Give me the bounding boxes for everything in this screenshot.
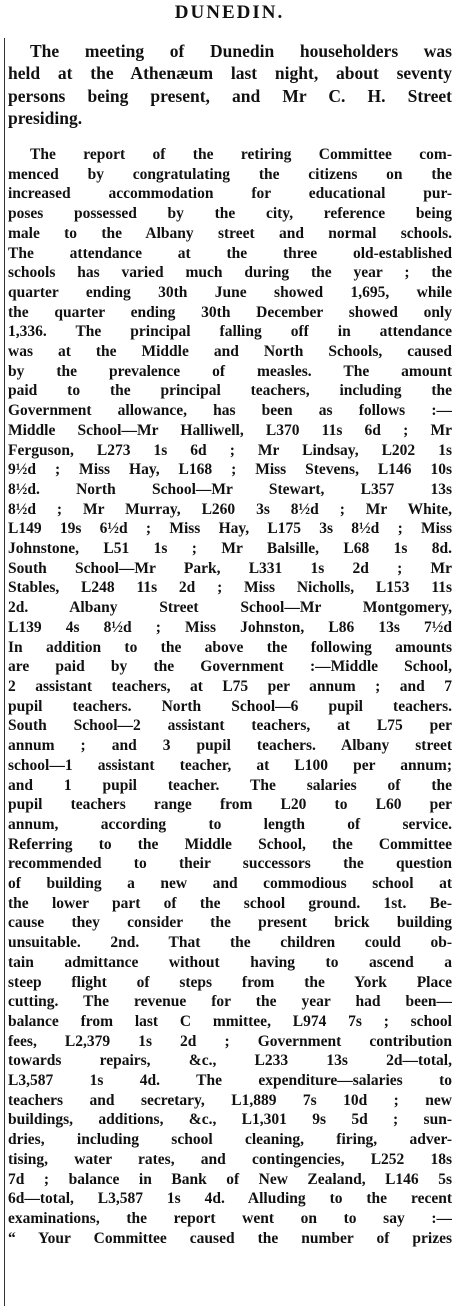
para2-line: 8½d. North School—Mr Stewart, L357 13s — [8, 480, 452, 498]
para2-line: 1,336. The principal falling off in attendance — [8, 323, 452, 341]
para2-line: was at the Middle and North Schools, caused — [8, 343, 452, 361]
para2-line: The report of the retiring Committee com- — [30, 146, 452, 163]
para2-line: fees, L2,379 1s 2d ; Government contribution — [8, 1032, 452, 1050]
para2-line: 6d—total, L3,587 1s 4d. Alluding to the recent — [8, 1190, 452, 1208]
para2-line: the quarter ending 30th December showed only — [8, 303, 452, 321]
para2-line: Stables, L248 11s 2d ; Miss Nicholls, L153 11s — [8, 579, 452, 597]
para2-line: balance from last C mmittee, L974 7s ; school — [8, 1012, 452, 1030]
para2-line: quarter ending 30th June showed 1,695, while — [8, 283, 452, 301]
para2-line: increased accommodation for educational pur- — [8, 185, 452, 203]
para2-line: buildings, additions, &c., L1,301 9s 5d ; sun- — [8, 1111, 452, 1129]
para2-line: poses possessed by the city, reference being — [8, 205, 452, 223]
para2-line: L149 19s 6½d ; Miss Hay, L175 3s 8½d ; Miss — [8, 520, 452, 538]
para1-line: presiding. — [8, 108, 83, 129]
para2-line: 9½d ; Miss Hay, L168 ; Miss Stevens, L146 10s — [8, 461, 452, 479]
para2-line: of building a new and commodious school at — [8, 875, 452, 893]
para2-line: the lower part of the school ground. 1st. Be- — [8, 894, 452, 912]
para2-line: South School—2 assistant teachers, at L75 per — [8, 717, 452, 735]
para2-line: L139 4s 8½d ; Miss Johnston, L86 13s 7½d — [8, 618, 452, 636]
para2-line: tising, water rates, and contingencies, L252 18s — [8, 1150, 452, 1168]
para2-line: The attendance at the three old-established — [8, 244, 452, 262]
para2-line: tain admittance without having to ascend a — [8, 953, 452, 971]
para2-line: menced by congratulating the citizens on the — [8, 165, 452, 183]
para2-line: are paid by the Government :—Middle School, — [8, 658, 452, 676]
para2-line: steep flight of steps from the York Place — [8, 973, 452, 991]
para2-line: by the prevalence of measles. The amount — [8, 362, 452, 380]
report-paragraph — [8, 145, 452, 1248]
para2-line: Middle School—Mr Halliwell, L370 11s 6d ; Mr — [8, 421, 452, 439]
para1-line: persons being present, and Mr C. H. Street — [8, 85, 452, 106]
para2-line: Government allowance, has been as follows :— — [8, 402, 452, 420]
para2-line: 2 assistant teachers, at L75 per annum ; and 7 — [8, 677, 452, 695]
para2-line: South School—Mr Park, L331 1s 2d ; Mr — [8, 559, 452, 577]
para2-line: recommended to their successors the question — [8, 855, 452, 873]
para2-line: Johnstone, L51 1s ; Mr Balsille, L68 1s 8d. — [8, 540, 452, 558]
para1-line: The meeting of Dunedin householders was — [30, 41, 452, 61]
para2-line: Referring to the Middle School, the Committee — [8, 835, 452, 853]
para2-line: 2d. Albany Street School—Mr Montgomery, — [8, 599, 452, 617]
para1-line: held at the Athenæum last night, about seventy — [8, 63, 452, 84]
para2-line: schools has varied much during the year ; the — [8, 264, 452, 282]
para2-line: and 1 pupil teacher. The salaries of the — [8, 776, 452, 794]
para2-line: In addition to the above the following amounts — [8, 638, 452, 656]
para2-line: Ferguson, L273 1s 6d ; Mr Lindsay, L202 1s — [8, 441, 452, 459]
para2-line: unsuitable. 2nd. That the children could ob- — [8, 934, 452, 952]
para2-line: pupil teachers. North School—6 pupil teachers. — [8, 697, 452, 715]
para2-line: examinations, the report went on to say :— — [8, 1209, 452, 1227]
para2-line: pupil teachers range from L20 to L60 per — [8, 796, 452, 814]
para2-line: paid to the principal teachers, including the — [8, 382, 452, 400]
column-rule — [4, 38, 5, 1306]
para2-line: annum, according to length of service. — [8, 815, 452, 833]
para2-line: male to the Albany street and normal schools. — [8, 224, 452, 242]
para2-line: school—1 assistant teacher, at L100 per annum; — [8, 756, 452, 774]
para2-line: cutting. The revenue for the year had been— — [8, 993, 452, 1011]
intro-paragraph — [8, 40, 452, 130]
para2-line: teachers and secretary, L1,889 7s 10d ; new — [8, 1091, 452, 1109]
para2-line: annum ; and 3 pupil teachers. Albany street — [8, 737, 452, 755]
para2-line: 8½d ; Mr Murray, L260 3s 8½d ; Mr White, — [8, 500, 452, 518]
para2-line: L3,587 1s 4d. The expenditure—salaries to — [8, 1072, 452, 1090]
para2-line: dries, including school cleaning, firing, adver- — [8, 1131, 452, 1149]
article-heading: DUNEDIN. — [174, 2, 285, 23]
para2-line: towards repairs, &c., L233 13s 2d—total, — [8, 1052, 452, 1070]
para2-line: “ Your Committee caused the number of prizes — [8, 1229, 452, 1247]
para2-line: cause they consider the present brick building — [8, 914, 452, 932]
para2-line: 7d ; balance in Bank of New Zealand, L146 5s — [8, 1170, 452, 1188]
